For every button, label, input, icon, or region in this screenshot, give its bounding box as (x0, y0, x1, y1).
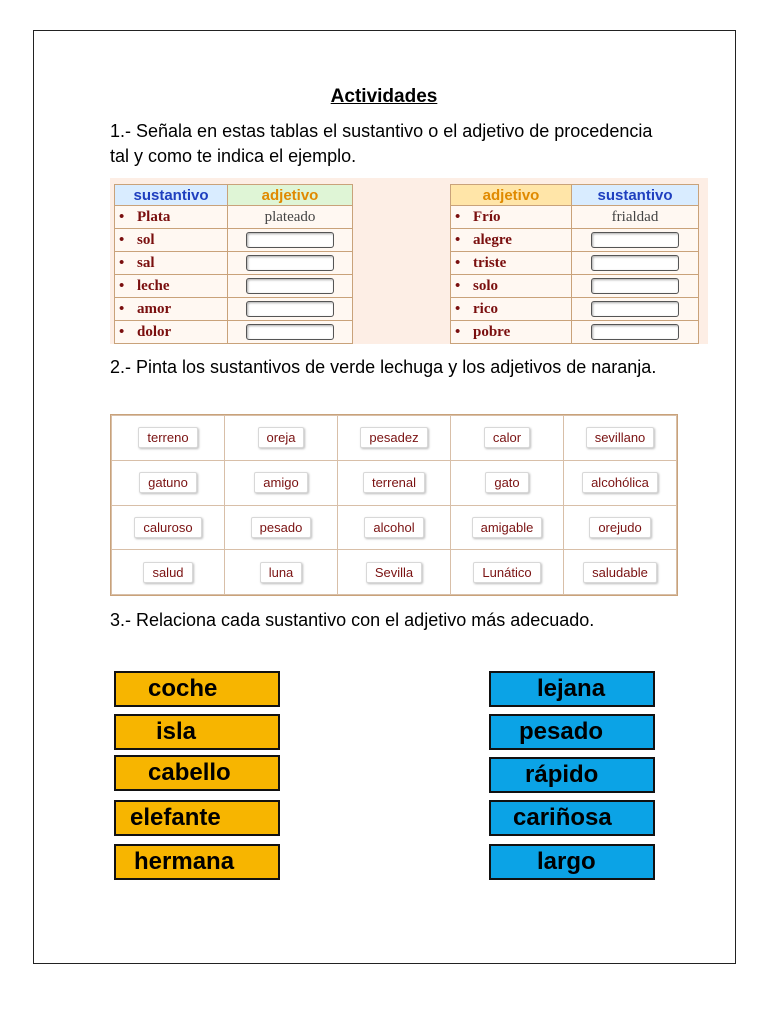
answer-input[interactable] (591, 255, 679, 271)
word-chip[interactable]: Sevilla (366, 562, 422, 583)
noun-card-elefante[interactable]: elefante (114, 800, 280, 836)
noun-card-cabello[interactable]: cabello (114, 755, 280, 791)
noun-word: dolor (137, 323, 172, 340)
word-chip[interactable]: terrenal (363, 472, 425, 493)
column-header: adjetivo (228, 185, 353, 206)
word-chip[interactable]: oreja (258, 427, 305, 448)
table-row: • Frío frialdad (451, 206, 699, 229)
word-chip[interactable]: salud (143, 562, 192, 583)
grid-row (112, 416, 677, 461)
adjective-word: alegre (473, 231, 512, 248)
example-answer: frialdad (572, 206, 699, 229)
noun-word: Plata (137, 208, 171, 225)
word-chip[interactable]: orejudo (589, 517, 650, 538)
noun-word: sal (137, 254, 155, 271)
word-chip[interactable]: gato (485, 472, 528, 493)
word-chip[interactable]: caluroso (134, 517, 201, 538)
column-header: sustantivo (115, 185, 228, 206)
adjective-card-carinosa[interactable]: cariñosa (489, 800, 655, 836)
instruction-3: 3.- Relaciona cada sustantivo con el adjetivo más adecuado. (110, 610, 595, 630)
adjective-word: triste (473, 254, 507, 271)
table-sustantivo-adjetivo (114, 184, 353, 344)
table-row: • dolor (115, 321, 353, 344)
answer-input[interactable] (246, 255, 334, 271)
instruction-1: 1.- Señala en estas tablas el sustantivo o el adjetivo de procedencia tal y como te indica el ejemplo. (110, 121, 653, 166)
word-chip[interactable]: Lunático (473, 562, 540, 583)
column-header: sustantivo (572, 185, 699, 206)
adjective-card-largo[interactable]: largo (489, 844, 655, 880)
grid-row (112, 550, 677, 595)
word-chip[interactable]: calor (484, 427, 530, 448)
table-row: • Plata plateado (115, 206, 353, 229)
adjective-word: Frío (473, 208, 501, 225)
adjective-card-rapido[interactable]: rápido (489, 757, 655, 793)
word-chip[interactable]: amigable (472, 517, 543, 538)
word-chip[interactable]: amigo (254, 472, 307, 493)
word-chip[interactable]: saludable (583, 562, 657, 583)
adjective-card-lejana[interactable]: lejana (489, 671, 655, 707)
noun-word: sol (137, 231, 155, 248)
column-header: adjetivo (451, 185, 572, 206)
adjective-word: rico (473, 300, 498, 317)
noun-word: amor (137, 300, 172, 317)
word-chip[interactable]: alcohol (364, 517, 423, 538)
noun-word: leche (137, 277, 170, 294)
table-row: • leche (115, 275, 353, 298)
adjective-card-pesado[interactable]: pesado (489, 714, 655, 750)
instruction-2: 2.- Pinta los sustantivos de verde lechuga y los adjetivos de naranja. (110, 357, 657, 377)
answer-input[interactable] (246, 324, 334, 340)
noun-card-hermana[interactable]: hermana (114, 844, 280, 880)
word-grid (110, 414, 678, 596)
answer-input[interactable] (591, 301, 679, 317)
word-chip[interactable]: gatuno (139, 472, 197, 493)
word-chip[interactable]: pesado (251, 517, 312, 538)
word-chip[interactable]: sevillano (586, 427, 655, 448)
answer-input[interactable] (246, 301, 334, 317)
answer-input[interactable] (246, 232, 334, 248)
answer-input[interactable] (591, 278, 679, 294)
answer-input[interactable] (246, 278, 334, 294)
grid-row (112, 505, 677, 550)
example-answer: plateado (228, 206, 353, 229)
table-row: • solo (451, 275, 699, 298)
answer-input[interactable] (591, 324, 679, 340)
adjective-word: pobre (473, 323, 511, 340)
table-row: • amor (115, 298, 353, 321)
page-title: Actividades (330, 86, 438, 107)
word-chip[interactable]: luna (260, 562, 303, 583)
noun-card-isla[interactable]: isla (114, 714, 280, 750)
table-row: • pobre (451, 321, 699, 344)
grid-row (112, 460, 677, 505)
word-chip[interactable]: pesadez (360, 427, 427, 448)
table-row: • sol (115, 229, 353, 252)
noun-card-coche[interactable]: coche (114, 671, 280, 707)
table-row: • alegre (451, 229, 699, 252)
word-chip[interactable]: alcohólica (582, 472, 658, 493)
table-adjetivo-sustantivo (450, 184, 699, 344)
table-row: • sal (115, 252, 353, 275)
table-row: • rico (451, 298, 699, 321)
exercise-1-panel (110, 178, 708, 344)
table-row: • triste (451, 252, 699, 275)
adjective-word: solo (473, 277, 499, 294)
answer-input[interactable] (591, 232, 679, 248)
word-chip[interactable]: terreno (138, 427, 197, 448)
